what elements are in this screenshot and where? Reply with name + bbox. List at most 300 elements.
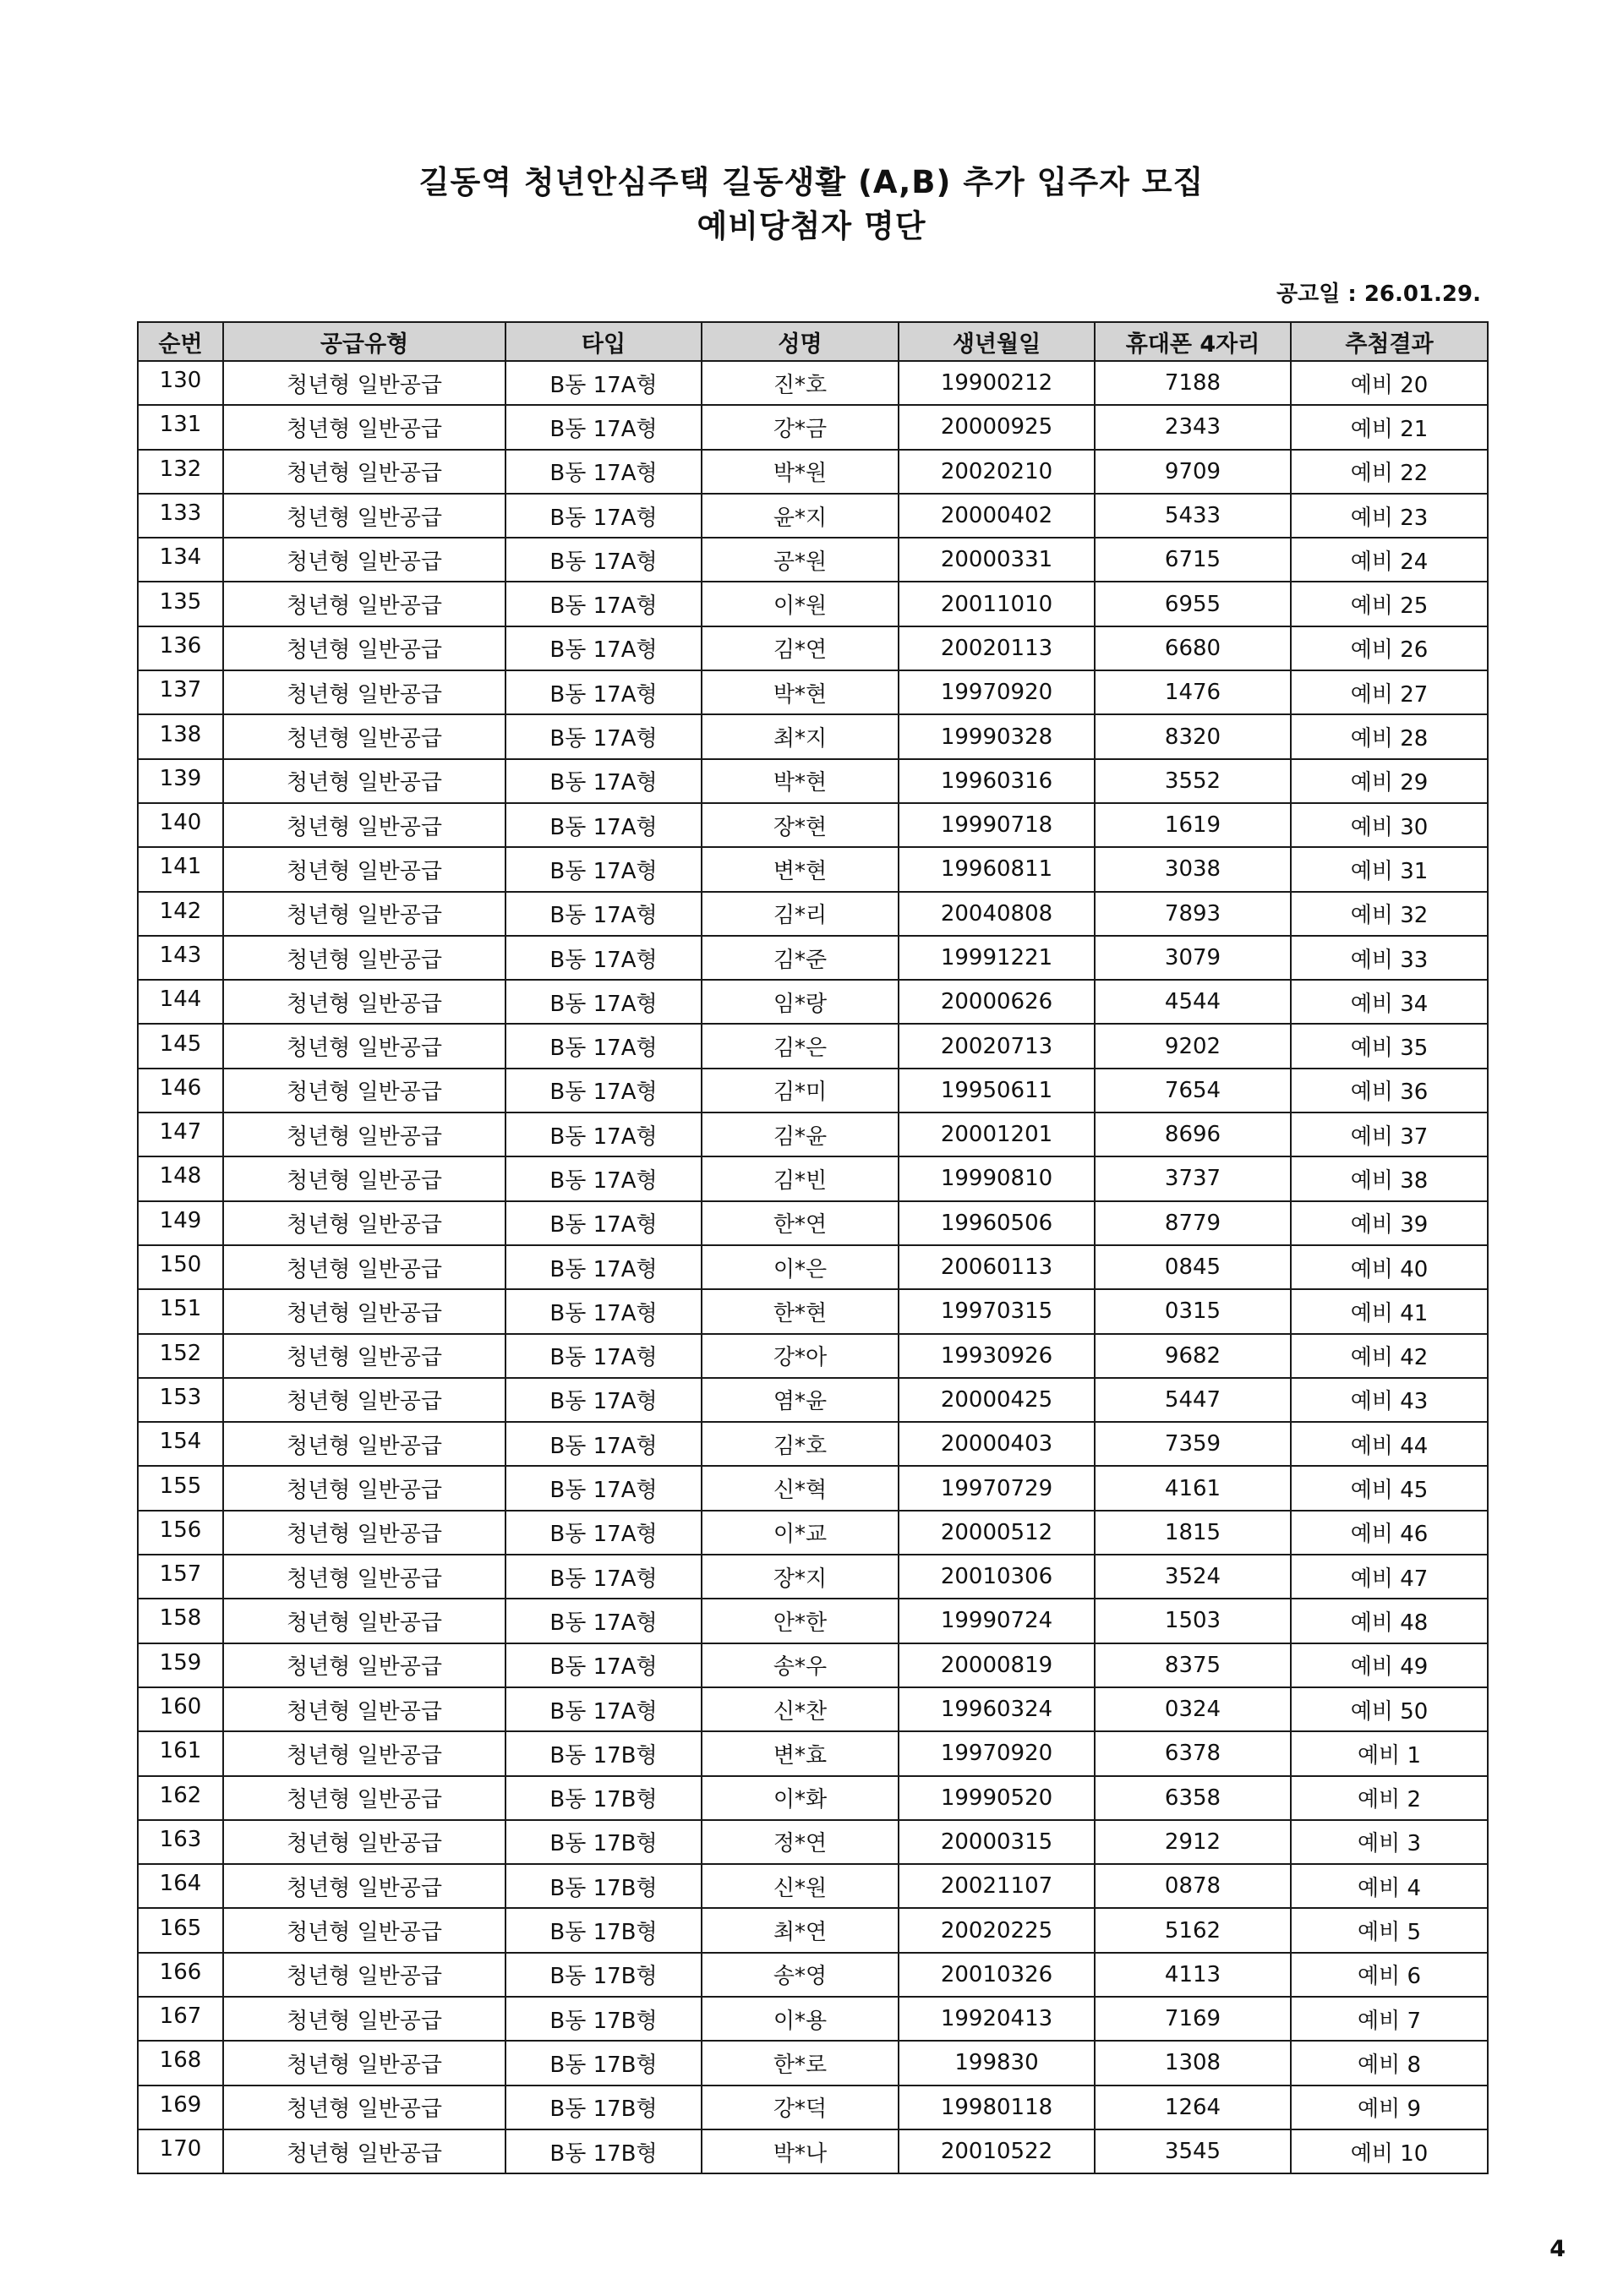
- cell-col-unit-type: B동 17A형: [505, 538, 702, 582]
- table-row: [138, 1731, 1488, 1775]
- cell-col-birthdate: 19960506: [899, 1201, 1095, 1245]
- cell-col-phone-last4: 5433: [1095, 494, 1291, 538]
- cell-col-supply-type: 청년형 일반공급: [223, 1201, 505, 1245]
- cell-col-supply-type: 청년형 일반공급: [223, 1024, 505, 1068]
- cell-col-birthdate: 20000403: [899, 1422, 1095, 1466]
- cell-col-draw-result: 예비 35: [1291, 1024, 1488, 1068]
- cell-col-name: 정*연: [702, 1820, 899, 1864]
- cell-col-supply-type: 청년형 일반공급: [223, 1378, 505, 1422]
- cell-col-supply-type: 청년형 일반공급: [223, 1908, 505, 1952]
- cell-col-birthdate: 19980118: [899, 2086, 1095, 2129]
- cell-col-draw-result: 예비 41: [1291, 1289, 1488, 1333]
- cell-col-name: 장*현: [702, 803, 899, 847]
- cell-col-unit-type: B동 17A형: [505, 1687, 702, 1731]
- cell-col-birthdate: 19970729: [899, 1466, 1095, 1510]
- cell-col-seq: 158: [138, 1599, 223, 1643]
- table-row: [138, 1687, 1488, 1731]
- cell-col-name: 김*연: [702, 626, 899, 670]
- cell-col-draw-result: 예비 49: [1291, 1643, 1488, 1687]
- table-row: [138, 2129, 1488, 2173]
- cell-col-unit-type: B동 17A형: [505, 1112, 702, 1156]
- cell-col-unit-type: B동 17A형: [505, 582, 702, 626]
- header-col-unit-type: 타입: [505, 322, 702, 361]
- cell-col-name: 이*화: [702, 1776, 899, 1820]
- cell-col-seq: 165: [138, 1908, 223, 1952]
- cell-col-name: 진*호: [702, 361, 899, 405]
- cell-col-unit-type: B동 17A형: [505, 1378, 702, 1422]
- cell-col-name: 최*연: [702, 1908, 899, 1952]
- cell-col-birthdate: 19990718: [899, 803, 1095, 847]
- cell-col-phone-last4: 4161: [1095, 1466, 1291, 1510]
- cell-col-unit-type: B동 17B형: [505, 1908, 702, 1952]
- cell-col-birthdate: 19990328: [899, 714, 1095, 758]
- cell-col-supply-type: 청년형 일반공급: [223, 1156, 505, 1200]
- cell-col-seq: 140: [138, 803, 223, 847]
- cell-col-phone-last4: 0324: [1095, 1687, 1291, 1731]
- cell-col-seq: 153: [138, 1378, 223, 1422]
- page-number: 4: [1549, 2236, 1566, 2262]
- cell-col-birthdate: 19930926: [899, 1334, 1095, 1378]
- cell-col-birthdate: 20000425: [899, 1378, 1095, 1422]
- header-col-supply-type: 공급유형: [223, 322, 505, 361]
- cell-col-phone-last4: 8320: [1095, 714, 1291, 758]
- cell-col-name: 송*영: [702, 1953, 899, 1997]
- cell-col-seq: 162: [138, 1776, 223, 1820]
- cell-col-supply-type: 청년형 일반공급: [223, 1643, 505, 1687]
- cell-col-name: 최*지: [702, 714, 899, 758]
- notice-date: 공고일 : 26.01.29.: [1276, 282, 1481, 307]
- cell-col-unit-type: B동 17A형: [505, 1466, 702, 1510]
- cell-col-seq: 141: [138, 847, 223, 891]
- table-row: [138, 670, 1488, 714]
- header-col-draw-result: 추첨결과: [1291, 322, 1488, 361]
- cell-col-draw-result: 예비 42: [1291, 1334, 1488, 1378]
- cell-col-unit-type: B동 17B형: [505, 1997, 702, 2041]
- cell-col-phone-last4: 8696: [1095, 1112, 1291, 1156]
- cell-col-name: 강*아: [702, 1334, 899, 1378]
- cell-col-draw-result: 예비 33: [1291, 936, 1488, 980]
- cell-col-unit-type: B동 17A형: [505, 405, 702, 449]
- cell-col-phone-last4: 3737: [1095, 1156, 1291, 1200]
- header-col-birthdate: 생년월일: [899, 322, 1095, 361]
- cell-col-name: 안*한: [702, 1599, 899, 1643]
- cell-col-draw-result: 예비 36: [1291, 1069, 1488, 1112]
- table-row: [138, 538, 1488, 582]
- table-row: [138, 626, 1488, 670]
- table-row: [138, 1024, 1488, 1068]
- table-body: [138, 361, 1488, 2173]
- table-row: [138, 892, 1488, 936]
- cell-col-seq: 138: [138, 714, 223, 758]
- cell-col-unit-type: B동 17A형: [505, 1599, 702, 1643]
- cell-col-birthdate: 20000925: [899, 405, 1095, 449]
- cell-col-birthdate: 19970920: [899, 1731, 1095, 1775]
- table-row: [138, 1422, 1488, 1466]
- cell-col-name: 김*리: [702, 892, 899, 936]
- cell-col-supply-type: 청년형 일반공급: [223, 1953, 505, 1997]
- cell-col-seq: 152: [138, 1334, 223, 1378]
- cell-col-unit-type: B동 17A형: [505, 1422, 702, 1466]
- cell-col-birthdate: 20020113: [899, 626, 1095, 670]
- cell-col-name: 강*금: [702, 405, 899, 449]
- cell-col-draw-result: 예비 22: [1291, 450, 1488, 494]
- cell-col-supply-type: 청년형 일반공급: [223, 361, 505, 405]
- cell-col-supply-type: 청년형 일반공급: [223, 2086, 505, 2129]
- cell-col-unit-type: B동 17A형: [505, 980, 702, 1024]
- cell-col-phone-last4: 9709: [1095, 450, 1291, 494]
- cell-col-draw-result: 예비 48: [1291, 1599, 1488, 1643]
- cell-col-unit-type: B동 17A형: [505, 1069, 702, 1112]
- cell-col-birthdate: 20010306: [899, 1555, 1095, 1599]
- cell-col-birthdate: 19990724: [899, 1599, 1095, 1643]
- cell-col-draw-result: 예비 28: [1291, 714, 1488, 758]
- cell-col-draw-result: 예비 6: [1291, 1953, 1488, 1997]
- cell-col-supply-type: 청년형 일반공급: [223, 980, 505, 1024]
- cell-col-seq: 169: [138, 2086, 223, 2129]
- cell-col-draw-result: 예비 27: [1291, 670, 1488, 714]
- table-row: [138, 2041, 1488, 2085]
- cell-col-phone-last4: 7893: [1095, 892, 1291, 936]
- table-row: [138, 1953, 1488, 1997]
- cell-col-unit-type: B동 17B형: [505, 1776, 702, 1820]
- cell-col-seq: 151: [138, 1289, 223, 1333]
- cell-col-name: 장*지: [702, 1555, 899, 1599]
- cell-col-supply-type: 청년형 일반공급: [223, 892, 505, 936]
- reserve-winner-table: [137, 321, 1489, 2174]
- cell-col-name: 강*덕: [702, 2086, 899, 2129]
- cell-col-supply-type: 청년형 일반공급: [223, 1820, 505, 1864]
- cell-col-seq: 136: [138, 626, 223, 670]
- cell-col-supply-type: 청년형 일반공급: [223, 1069, 505, 1112]
- cell-col-supply-type: 청년형 일반공급: [223, 1289, 505, 1333]
- cell-col-name: 박*현: [702, 670, 899, 714]
- cell-col-name: 이*교: [702, 1511, 899, 1555]
- cell-col-name: 이*은: [702, 1245, 899, 1289]
- cell-col-unit-type: B동 17A형: [505, 847, 702, 891]
- cell-col-draw-result: 예비 38: [1291, 1156, 1488, 1200]
- cell-col-birthdate: 20020210: [899, 450, 1095, 494]
- cell-col-birthdate: 20001201: [899, 1112, 1095, 1156]
- cell-col-phone-last4: 7359: [1095, 1422, 1291, 1466]
- cell-col-draw-result: 예비 32: [1291, 892, 1488, 936]
- cell-col-seq: 155: [138, 1466, 223, 1510]
- cell-col-supply-type: 청년형 일반공급: [223, 1776, 505, 1820]
- cell-col-birthdate: 20011010: [899, 582, 1095, 626]
- cell-col-birthdate: 20021107: [899, 1864, 1095, 1908]
- cell-col-phone-last4: 6358: [1095, 1776, 1291, 1820]
- table-row: [138, 759, 1488, 803]
- cell-col-phone-last4: 6680: [1095, 626, 1291, 670]
- cell-col-phone-last4: 0845: [1095, 1245, 1291, 1289]
- cell-col-birthdate: 20000512: [899, 1511, 1095, 1555]
- cell-col-birthdate: 19970920: [899, 670, 1095, 714]
- cell-col-seq: 154: [138, 1422, 223, 1466]
- cell-col-phone-last4: 3079: [1095, 936, 1291, 980]
- cell-col-seq: 131: [138, 405, 223, 449]
- cell-col-draw-result: 예비 26: [1291, 626, 1488, 670]
- cell-col-name: 김*빈: [702, 1156, 899, 1200]
- cell-col-supply-type: 청년형 일반공급: [223, 494, 505, 538]
- cell-col-name: 김*호: [702, 1422, 899, 1466]
- cell-col-draw-result: 예비 24: [1291, 538, 1488, 582]
- cell-col-phone-last4: 4113: [1095, 1953, 1291, 1997]
- cell-col-unit-type: B동 17A형: [505, 714, 702, 758]
- cell-col-name: 신*혁: [702, 1466, 899, 1510]
- cell-col-draw-result: 예비 10: [1291, 2129, 1488, 2173]
- cell-col-draw-result: 예비 2: [1291, 1776, 1488, 1820]
- cell-col-supply-type: 청년형 일반공급: [223, 936, 505, 980]
- cell-col-seq: 146: [138, 1069, 223, 1112]
- cell-col-unit-type: B동 17A형: [505, 759, 702, 803]
- cell-col-birthdate: 20010522: [899, 2129, 1095, 2173]
- title-line-1: 길동역 청년안심주택 길동생활 (A,B) 추가 입주자 모집: [418, 164, 1205, 200]
- cell-col-draw-result: 예비 39: [1291, 1201, 1488, 1245]
- cell-col-seq: 142: [138, 892, 223, 936]
- cell-col-supply-type: 청년형 일반공급: [223, 1245, 505, 1289]
- cell-col-unit-type: B동 17A형: [505, 1024, 702, 1068]
- table-row: [138, 1820, 1488, 1864]
- cell-col-supply-type: 청년형 일반공급: [223, 1511, 505, 1555]
- cell-col-supply-type: 청년형 일반공급: [223, 759, 505, 803]
- cell-col-birthdate: 19960324: [899, 1687, 1095, 1731]
- cell-col-unit-type: B동 17B형: [505, 1864, 702, 1908]
- cell-col-draw-result: 예비 46: [1291, 1511, 1488, 1555]
- cell-col-unit-type: B동 17A형: [505, 1334, 702, 1378]
- cell-col-birthdate: 19970315: [899, 1289, 1095, 1333]
- cell-col-draw-result: 예비 9: [1291, 2086, 1488, 2129]
- cell-col-seq: 132: [138, 450, 223, 494]
- title-line-2: 예비당첨자 명단: [697, 208, 926, 244]
- cell-col-draw-result: 예비 4: [1291, 1864, 1488, 1908]
- cell-col-unit-type: B동 17B형: [505, 1731, 702, 1775]
- cell-col-unit-type: B동 17A형: [505, 936, 702, 980]
- cell-col-unit-type: B동 17A형: [505, 1156, 702, 1200]
- cell-col-seq: 161: [138, 1731, 223, 1775]
- table-row: [138, 803, 1488, 847]
- cell-col-draw-result: 예비 43: [1291, 1378, 1488, 1422]
- cell-col-seq: 164: [138, 1864, 223, 1908]
- cell-col-phone-last4: 5162: [1095, 1908, 1291, 1952]
- cell-col-birthdate: 199830: [899, 2041, 1095, 2085]
- cell-col-draw-result: 예비 7: [1291, 1997, 1488, 2041]
- cell-col-name: 이*원: [702, 582, 899, 626]
- cell-col-birthdate: 20010326: [899, 1953, 1095, 1997]
- cell-col-phone-last4: 7188: [1095, 361, 1291, 405]
- cell-col-phone-last4: 6715: [1095, 538, 1291, 582]
- cell-col-seq: 170: [138, 2129, 223, 2173]
- cell-col-birthdate: 20000331: [899, 538, 1095, 582]
- cell-col-seq: 145: [138, 1024, 223, 1068]
- cell-col-phone-last4: 8375: [1095, 1643, 1291, 1687]
- cell-col-draw-result: 예비 30: [1291, 803, 1488, 847]
- table-row: [138, 582, 1488, 626]
- cell-col-name: 김*준: [702, 936, 899, 980]
- cell-col-birthdate: 20000315: [899, 1820, 1095, 1864]
- cell-col-supply-type: 청년형 일반공급: [223, 1864, 505, 1908]
- cell-col-phone-last4: 6378: [1095, 1731, 1291, 1775]
- document-title: [0, 161, 1623, 249]
- table-row: [138, 1776, 1488, 1820]
- cell-col-name: 한*로: [702, 2041, 899, 2085]
- cell-col-birthdate: 19920413: [899, 1997, 1095, 2041]
- cell-col-unit-type: B동 17A형: [505, 626, 702, 670]
- table-row: [138, 494, 1488, 538]
- cell-col-draw-result: 예비 47: [1291, 1555, 1488, 1599]
- cell-col-draw-result: 예비 40: [1291, 1245, 1488, 1289]
- table-row: [138, 1245, 1488, 1289]
- cell-col-draw-result: 예비 25: [1291, 582, 1488, 626]
- table-row: [138, 1201, 1488, 1245]
- cell-col-name: 한*현: [702, 1289, 899, 1333]
- table-row: [138, 1908, 1488, 1952]
- cell-col-name: 변*현: [702, 847, 899, 891]
- cell-col-draw-result: 예비 34: [1291, 980, 1488, 1024]
- cell-col-phone-last4: 1619: [1095, 803, 1291, 847]
- cell-col-phone-last4: 9202: [1095, 1024, 1291, 1068]
- cell-col-unit-type: B동 17A형: [505, 450, 702, 494]
- table-row: [138, 1643, 1488, 1687]
- cell-col-birthdate: 20020225: [899, 1908, 1095, 1952]
- table-row: [138, 1112, 1488, 1156]
- cell-col-unit-type: B동 17A형: [505, 892, 702, 936]
- cell-col-name: 변*효: [702, 1731, 899, 1775]
- cell-col-phone-last4: 7654: [1095, 1069, 1291, 1112]
- header-col-phone-last4: 휴대폰 4자리: [1095, 322, 1291, 361]
- cell-col-seq: 135: [138, 582, 223, 626]
- cell-col-phone-last4: 8779: [1095, 1201, 1291, 1245]
- cell-col-birthdate: 20040808: [899, 892, 1095, 936]
- cell-col-phone-last4: 1308: [1095, 2041, 1291, 2085]
- table-row: [138, 1378, 1488, 1422]
- table-row: [138, 1555, 1488, 1599]
- cell-col-birthdate: 19990520: [899, 1776, 1095, 1820]
- cell-col-phone-last4: 3038: [1095, 847, 1291, 891]
- cell-col-birthdate: 19960811: [899, 847, 1095, 891]
- cell-col-unit-type: B동 17A형: [505, 803, 702, 847]
- cell-col-phone-last4: 5447: [1095, 1378, 1291, 1422]
- cell-col-name: 박*현: [702, 759, 899, 803]
- cell-col-name: 이*용: [702, 1997, 899, 2041]
- cell-col-unit-type: B동 17A형: [505, 670, 702, 714]
- cell-col-draw-result: 예비 23: [1291, 494, 1488, 538]
- table-header-row: [138, 322, 1488, 361]
- cell-col-phone-last4: 4544: [1095, 980, 1291, 1024]
- cell-col-unit-type: B동 17A형: [505, 494, 702, 538]
- cell-col-seq: 137: [138, 670, 223, 714]
- cell-col-unit-type: B동 17A형: [505, 1245, 702, 1289]
- cell-col-phone-last4: 1815: [1095, 1511, 1291, 1555]
- table-row: [138, 1289, 1488, 1333]
- cell-col-supply-type: 청년형 일반공급: [223, 1112, 505, 1156]
- cell-col-supply-type: 청년형 일반공급: [223, 1731, 505, 1775]
- cell-col-seq: 143: [138, 936, 223, 980]
- cell-col-name: 박*나: [702, 2129, 899, 2173]
- cell-col-unit-type: B동 17B형: [505, 1820, 702, 1864]
- table-row: [138, 1466, 1488, 1510]
- cell-col-unit-type: B동 17A형: [505, 361, 702, 405]
- table-row: [138, 1864, 1488, 1908]
- cell-col-phone-last4: 3545: [1095, 2129, 1291, 2173]
- table-row: [138, 1334, 1488, 1378]
- cell-col-seq: 130: [138, 361, 223, 405]
- cell-col-supply-type: 청년형 일반공급: [223, 1334, 505, 1378]
- cell-col-seq: 133: [138, 494, 223, 538]
- table-row: [138, 1599, 1488, 1643]
- cell-col-seq: 150: [138, 1245, 223, 1289]
- header-col-seq: 순번: [138, 322, 223, 361]
- cell-col-unit-type: B동 17B형: [505, 2129, 702, 2173]
- cell-col-seq: 134: [138, 538, 223, 582]
- cell-col-unit-type: B동 17B형: [505, 2041, 702, 2085]
- cell-col-name: 한*연: [702, 1201, 899, 1245]
- cell-col-seq: 144: [138, 980, 223, 1024]
- cell-col-phone-last4: 6955: [1095, 582, 1291, 626]
- table-row: [138, 980, 1488, 1024]
- cell-col-phone-last4: 9682: [1095, 1334, 1291, 1378]
- cell-col-phone-last4: 3552: [1095, 759, 1291, 803]
- cell-col-supply-type: 청년형 일반공급: [223, 1466, 505, 1510]
- cell-col-supply-type: 청년형 일반공급: [223, 670, 505, 714]
- cell-col-unit-type: B동 17A형: [505, 1643, 702, 1687]
- cell-col-birthdate: 20000402: [899, 494, 1095, 538]
- cell-col-supply-type: 청년형 일반공급: [223, 538, 505, 582]
- cell-col-name: 박*원: [702, 450, 899, 494]
- cell-col-unit-type: B동 17A형: [505, 1511, 702, 1555]
- cell-col-birthdate: 20060113: [899, 1245, 1095, 1289]
- cell-col-seq: 163: [138, 1820, 223, 1864]
- cell-col-unit-type: B동 17B형: [505, 1953, 702, 1997]
- header-col-name: 성명: [702, 322, 899, 361]
- cell-col-unit-type: B동 17B형: [505, 2086, 702, 2129]
- cell-col-seq: 147: [138, 1112, 223, 1156]
- cell-col-name: 김*윤: [702, 1112, 899, 1156]
- table-row: [138, 1511, 1488, 1555]
- cell-col-phone-last4: 7169: [1095, 1997, 1291, 2041]
- cell-col-supply-type: 청년형 일반공급: [223, 450, 505, 494]
- cell-col-seq: 166: [138, 1953, 223, 1997]
- cell-col-name: 송*우: [702, 1643, 899, 1687]
- cell-col-phone-last4: 0878: [1095, 1864, 1291, 1908]
- table-header: [138, 322, 1488, 361]
- cell-col-name: 공*원: [702, 538, 899, 582]
- cell-col-seq: 148: [138, 1156, 223, 1200]
- cell-col-seq: 139: [138, 759, 223, 803]
- cell-col-supply-type: 청년형 일반공급: [223, 803, 505, 847]
- cell-col-name: 김*미: [702, 1069, 899, 1112]
- cell-col-phone-last4: 0315: [1095, 1289, 1291, 1333]
- cell-col-draw-result: 예비 8: [1291, 2041, 1488, 2085]
- table-row: [138, 1156, 1488, 1200]
- cell-col-birthdate: 19990810: [899, 1156, 1095, 1200]
- cell-col-draw-result: 예비 29: [1291, 759, 1488, 803]
- cell-col-name: 김*은: [702, 1024, 899, 1068]
- cell-col-phone-last4: 3524: [1095, 1555, 1291, 1599]
- cell-col-phone-last4: 2343: [1095, 405, 1291, 449]
- cell-col-name: 윤*지: [702, 494, 899, 538]
- table-row: [138, 847, 1488, 891]
- cell-col-unit-type: B동 17A형: [505, 1289, 702, 1333]
- table-row: [138, 405, 1488, 449]
- cell-col-supply-type: 청년형 일반공급: [223, 1997, 505, 2041]
- cell-col-draw-result: 예비 5: [1291, 1908, 1488, 1952]
- cell-col-name: 염*윤: [702, 1378, 899, 1422]
- cell-col-unit-type: B동 17A형: [505, 1201, 702, 1245]
- cell-col-draw-result: 예비 45: [1291, 1466, 1488, 1510]
- cell-col-phone-last4: 1264: [1095, 2086, 1291, 2129]
- table-row: [138, 1069, 1488, 1112]
- cell-col-phone-last4: 1476: [1095, 670, 1291, 714]
- cell-col-seq: 159: [138, 1643, 223, 1687]
